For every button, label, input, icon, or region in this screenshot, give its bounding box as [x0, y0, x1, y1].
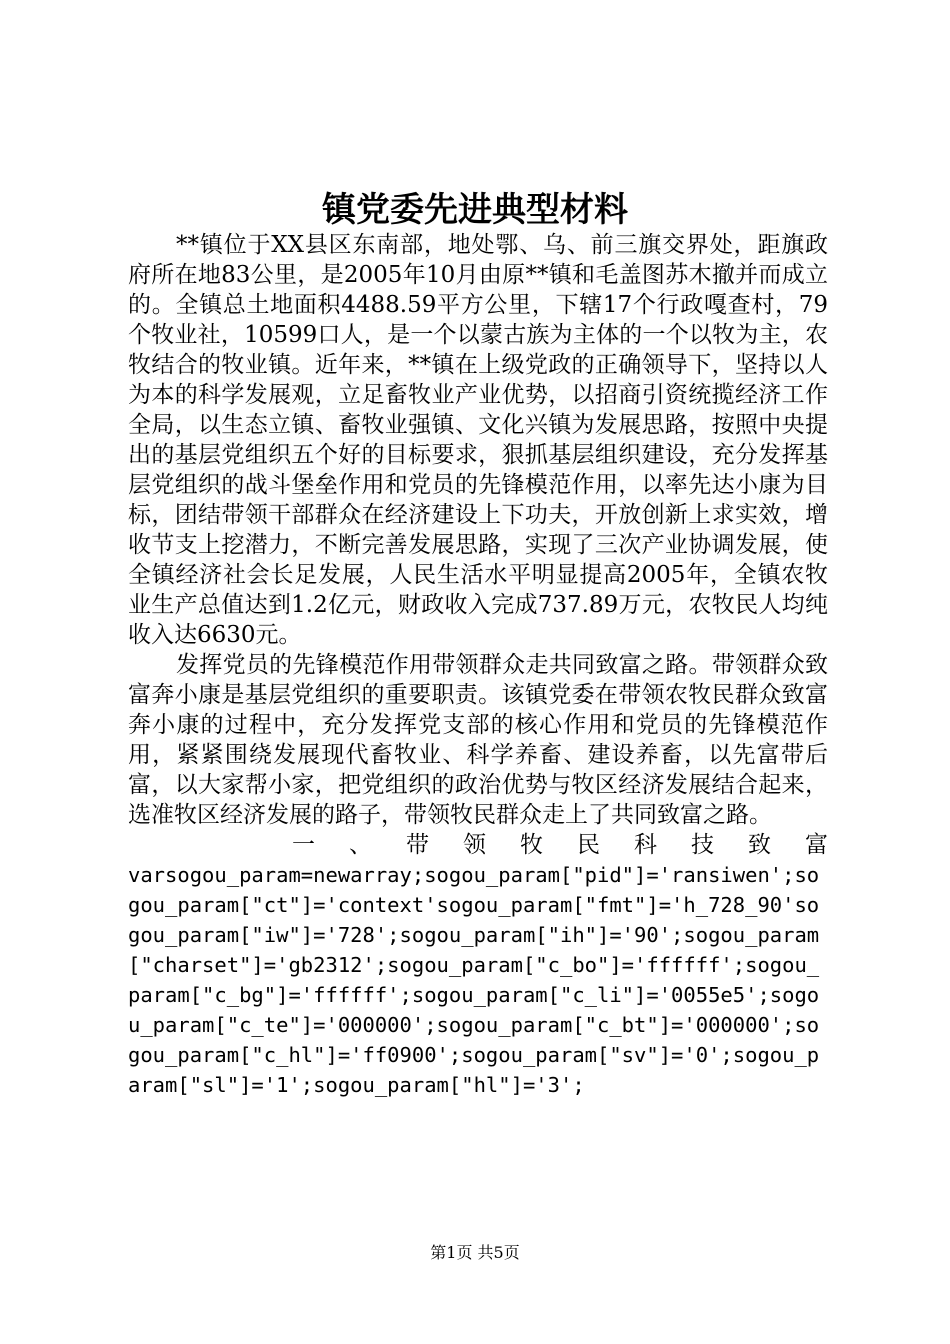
document-body — [128, 230, 862, 1100]
paragraph-party-members: 发挥党员的先锋模范作用带领群众走共同致富之路。带领群众致富奔小康是基层党组织的重要职责。该镇党委在带领农牧民群众致富奔小康的过程中，充分发挥党支部的核心作用和党员的先锋模范作用，紧紧围绕发展现代畜牧业、科学养畜、建设养畜，以先富带后富，以大家帮小家，把党组织的政治优势与牧区经济发展结合起来，选准牧区经济发展的路子，带领牧民群众走上了共同致富之路。 — [128, 652, 828, 828]
document-title: 镇党委先进典型材料 — [322, 190, 628, 230]
page-footer: 第1页 共5页 — [430, 1243, 520, 1262]
section-heading: 一、带领牧民科技致富 — [292, 832, 862, 858]
paragraph-intro: **镇位于XX县区东南部，地处鄂、乌、前三旗交界处，距旗政府所在地83公里，是2005年10月由原**镇和毛盖图苏木撤并而成立的。全镇总土地面积4488.59平方公里，下辖17个行政嘎查村，79个牧业社，10599口人，是一个以蒙古族为主体的一个以牧为主，农牧结合的牧业镇。近年来，**镇在上级党政的正确领导下，坚持以人为本的科学发展观，立足畜牧业产业优势，以招商引资统揽经济工作全局，以生态立镇、畜牧业强镇、文化兴镇为发展思路，按照中央提出的基层党组织五个好的目标要求，狠抓基层组织建设，充分发挥基层党组织的战斗堡垒作用和党员的先锋模范作用，以率先达小康为目标，团结带领干部群众在经济建设上下功夫，开放创新上求实效，增收节支上挖潜力，不断完善发展思路，实现了三次产业协调发展，使全镇经济社会长足发展，人民生活水平明显提高2005年，全镇农牧业生产总值达到1.2亿元，财政收入完成737.89万元，农牧民人均纯收入达6630元。 — [128, 232, 828, 648]
embedded-ad-code: varsogou_param=newarray;sogou_param["pid"]='ransiwen';sogou_param["ct"]='context'sogou_param["fmt"]='h_728_90'sogou_param["iw"]='728';sogou_param["ih"]='90';sogou_param["charset"]='gb2312';sogou_param["c_bo"]='ffffff';sogou_param["c_bg"]='ffffff';sogou_param["c_li"]='0055e5';sogou_param["c_te"]='000000';sogou_param["c_bt"]='000000';sogou_param["c_hl"]='ff0900';sogou_param["sv"]='0';sogou_param["sl"]='1';sogou_param["hl"]='3'; — [128, 863, 820, 1097]
